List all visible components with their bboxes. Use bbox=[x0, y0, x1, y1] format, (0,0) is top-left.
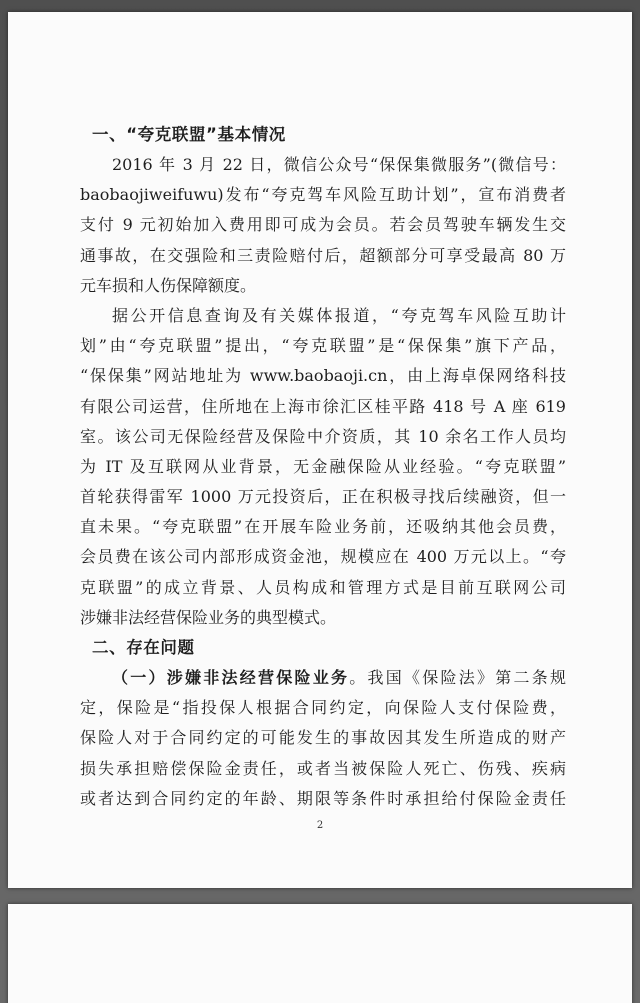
text-line: 定，保险是“指投保人根据合同约定，向保险人支付保险费， bbox=[80, 698, 566, 718]
text-line: 2016 年 3 月 22 日，微信公众号“保保集微服务”(微信号： bbox=[112, 155, 566, 174]
text-line: 涉嫌非法经营保险业务的典型模式。 bbox=[80, 607, 337, 627]
subsection-heading: （一）涉嫌非法经营保险业务 bbox=[112, 668, 350, 687]
text-line: “保保集”网站地址为 www.baobaoji.cn，由上海卓保网络科技 bbox=[80, 366, 566, 386]
text-line: 克联盟”的成立背景、人员构成和管理方式是目前互联网公司 bbox=[80, 577, 566, 597]
text-line: baobaojiweifuwu)发布“夸克驾车风险互助计划”，宣布消费者 bbox=[80, 185, 566, 205]
next-document-page bbox=[8, 904, 632, 1003]
text-line: 或者达到合同约定的年龄、期限等条件时承担给付保险金责任 bbox=[80, 788, 566, 808]
text-line: 室。该公司无保险经营及保险中介资质，其 10 余名工作人员均 bbox=[80, 426, 566, 446]
text-line: 为 IT 及互联网从业背景，无金融保险从业经验。“夸克联盟” bbox=[80, 456, 566, 476]
text-line: 据公开信息查询及有关媒体报道，“夸克驾车风险互助计 bbox=[112, 305, 566, 325]
text-line: 直未果。“夸克联盟”在开展车险业务前，还吸纳其他会员费， bbox=[80, 517, 566, 537]
text-line: 支付 9 元初始加入费用即可成为会员。若会员驾驶车辆发生交 bbox=[80, 215, 566, 235]
section-heading-problems: 二、存在问题 bbox=[92, 638, 195, 657]
text-span: 。我国《保险法》第二条规 bbox=[349, 668, 566, 687]
text-line: 元车损和人伤保障额度。 bbox=[80, 275, 257, 295]
section-heading-basic-info: 一、“夸克联盟”基本情况 bbox=[92, 125, 286, 144]
text-line: 通事故，在交强险和三责险赔付后，超额部分可享受最高 80 万 bbox=[80, 245, 566, 265]
page-number: 2 bbox=[316, 820, 324, 831]
paragraph-company-background bbox=[80, 301, 566, 633]
text-line: 保险人对于合同约定的可能发生的事故因其发生所造成的财产 bbox=[80, 728, 566, 748]
text-line: 划”由“夸克联盟”提出，“夸克联盟”是“保保集”旗下产品， bbox=[80, 336, 566, 356]
paragraph-illegal-insurance bbox=[80, 663, 566, 814]
text-line: 损失承担赔偿保险金责任，或者当被保险人死亡、伤残、疾病 bbox=[80, 758, 566, 778]
paragraph-intro bbox=[80, 150, 566, 301]
text-line bbox=[80, 663, 566, 693]
text-line: 会员费在该公司内部形成资金池，规模应在 400 万元以上。“夸 bbox=[80, 547, 566, 567]
text-line: 有限公司运营，住所地在上海市徐汇区桂平路 418 号 A 座 619 bbox=[80, 396, 566, 416]
document-page bbox=[8, 12, 632, 888]
page-content bbox=[80, 120, 566, 814]
text-line: 首轮获得雷军 1000 万元投资后，正在积极寻找后续融资，但一 bbox=[80, 487, 566, 507]
